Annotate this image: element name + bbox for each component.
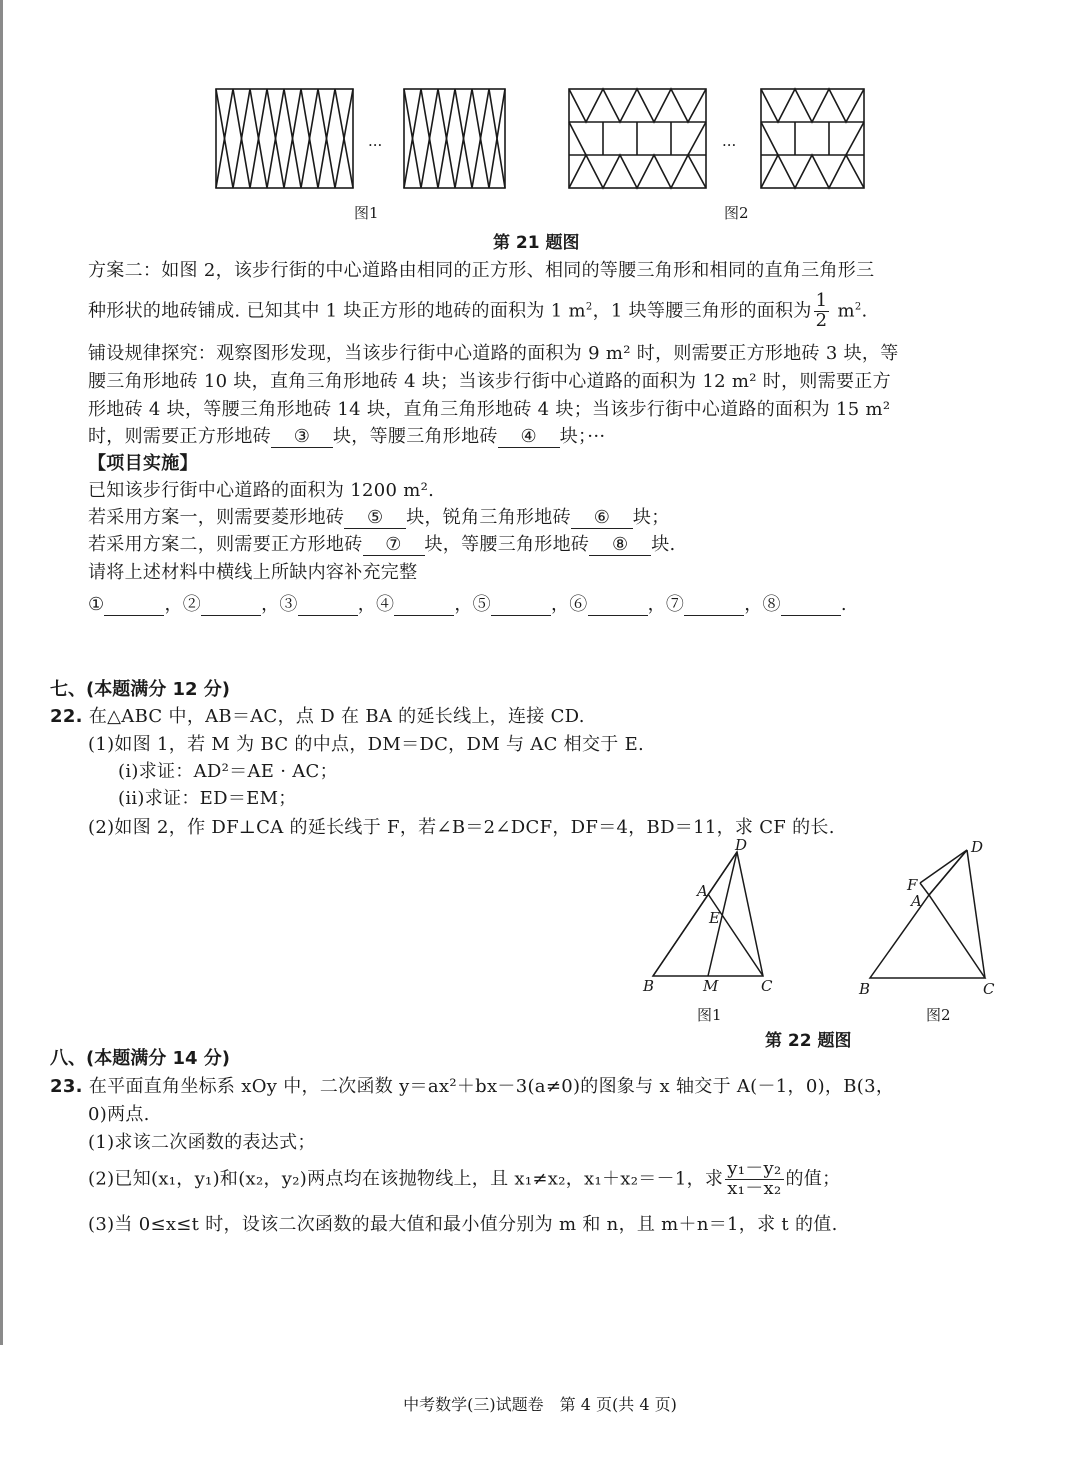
sep: ， (164, 594, 183, 615)
q22-part2: (2)如图 2，作 DF⊥CA 的延长线于 F，若∠B＝2∠DCF，DF＝4，BD＝11，求 CF 的长. (88, 817, 835, 838)
blank-3[interactable]: ③ (271, 426, 333, 448)
fig21-ellipsis-1: ··· (368, 136, 383, 154)
fig22-1-label-C: C (761, 977, 773, 995)
blank-7[interactable]: ⑦ (363, 534, 425, 556)
plan2-line-6c: 块；··· (559, 426, 606, 447)
plan2-line-2a: 种形状的地砖铺成. 已知其中 1 块正方形的地砖的面积为 1 m (88, 300, 586, 322)
implement-line-2b: 块，锐角三角形地砖 (406, 507, 571, 528)
q23-stem-text-1: 在平面直角坐标系 xOy 中，二次函数 y＝ax²＋bx－3(a≠0)的图象与 x 轴交于 A(－1，0)，B(3， (88, 1076, 895, 1097)
implement-line-3c: 块. (651, 534, 676, 555)
q23-frac-num: y₁－y₂ (727, 1158, 782, 1179)
blank-6[interactable]: ⑥ (571, 507, 633, 529)
q23-part2 (88, 1160, 840, 1199)
answer-1-label: ① (88, 594, 105, 615)
fraction-half (814, 292, 830, 331)
fig22-label-1: 图1 (697, 1006, 722, 1024)
q23-stem-2: 0)两点. (88, 1104, 150, 1125)
answer-3-field[interactable] (298, 594, 358, 616)
implement-line-3b: 块，等腰三角形地砖 (424, 534, 590, 555)
fig22-2-label-D: D (971, 838, 984, 856)
answer-7-label: ⑦ (665, 594, 685, 615)
answer-2-label: ② (182, 594, 202, 615)
fig21-diagram-1b (403, 88, 507, 190)
plan2-line-3: 铺设规律探究：观察图形发现，当该步行街中心道路的面积为 9 m² 时，则需要正方形地砖 3 块，等 (88, 343, 899, 364)
sep: ， (261, 594, 280, 615)
page-footer: 中考数学(三)试题卷 第 4 页(共 4 页) (403, 1395, 677, 1414)
implement-line-2 (88, 503, 670, 529)
answer-6-field[interactable] (588, 594, 648, 616)
blank-8[interactable]: ⑧ (589, 534, 651, 556)
fig22-diagram-1 (635, 838, 795, 998)
answer-4-label: ④ (376, 594, 395, 615)
q22-stem-text: 在△ABC 中，AB＝AC，点 D 在 BA 的延长线上，连接 CD. (88, 706, 585, 727)
frac-num: 1 (815, 290, 828, 311)
answer-4-field[interactable] (394, 594, 454, 616)
q22-number: 22. (50, 706, 83, 727)
q23-frac-den: x₁－x₂ (727, 1177, 782, 1199)
q22-part1-i: (i)求证：AD²＝AE · AC； (118, 761, 338, 782)
blank-5[interactable]: ⑤ (344, 507, 406, 529)
plan2-line-6 (88, 422, 605, 448)
q23-fraction (725, 1160, 783, 1199)
answer-2-field[interactable] (201, 594, 261, 616)
fig22-label-2: 图2 (926, 1006, 951, 1024)
q23-number: 23. (50, 1076, 83, 1097)
q22-part1-ii: (ii)求证：ED＝EM； (118, 788, 297, 809)
implement-line-2a: 若采用方案一，则需要菱形地砖 (88, 507, 345, 528)
fig21-label-2: 图2 (724, 204, 749, 222)
answer-5-field[interactable] (491, 594, 551, 616)
plan2-line-4: 腰三角形地砖 10 块，直角三角形地砖 4 块；当该步行街中心道路的面积为 12 m² 时，则需要正方 (88, 371, 891, 392)
frac-den: 2 (815, 309, 828, 331)
fig22-2-label-F: F (907, 876, 918, 894)
sep: ， (744, 594, 763, 615)
implement-heading: 【项目实施】 (88, 453, 198, 474)
blank-4[interactable]: ④ (498, 426, 560, 448)
answer-7-field[interactable] (684, 594, 744, 616)
q23-part1: (1)求该二次函数的表达式； (88, 1132, 316, 1153)
q23-part3: (3)当 0≤x≤t 时，设该二次函数的最大值和最小值分别为 m 和 n，且 m＋n＝1，求 t 的值. (88, 1214, 838, 1235)
fig22-1-label-B: B (643, 977, 655, 995)
q22-part1: (1)如图 1，若 M 为 BC 的中点，DM＝DC，DM 与 AC 相交于 E. (88, 734, 645, 755)
fig22-1-label-A: A (697, 882, 708, 900)
plan2-line-5: 形地砖 4 块，等腰三角形地砖 14 块，直角三角形地砖 4 块；当该步行街中心道路的面积为 15 m² (88, 399, 891, 420)
page-margin-rule (0, 0, 3, 1345)
plan2-line-6b: 块，等腰三角形地砖 (333, 426, 498, 447)
fig21-diagram-2a (568, 88, 708, 190)
fig22-1-label-M: M (703, 977, 719, 995)
fig21-diagram-1a (215, 88, 355, 190)
q23-stem-1 (50, 1072, 894, 1098)
plan2-line-2: 种形状的地砖铺成. 已知其中 1 块正方形的地砖的面积为 1 $m^2$，1 块等腰三角形的面积为 $\frac{1}{2}$ $m^2$. (88, 290, 868, 331)
sep: ， (454, 594, 473, 615)
fig21-label-1: 图1 (354, 204, 379, 222)
q23-part2-end: 的值； (785, 1168, 841, 1190)
answer-8-field[interactable] (781, 594, 841, 616)
fig22-2-label-B: B (859, 980, 871, 998)
sep: ， (647, 594, 666, 615)
q22-stem (50, 702, 585, 728)
plan2-line-6a: 时，则需要正方形地砖 (88, 426, 271, 447)
fig21-ellipsis-2: ··· (722, 136, 737, 154)
answer-6-label: ⑥ (569, 594, 588, 615)
answer-5-label: ⑤ (472, 594, 491, 615)
fig21-diagram-2b (760, 88, 866, 190)
fig22-title: 第 22 题图 (765, 1031, 852, 1051)
section-8-heading: 八、(本题满分 14 分) (50, 1048, 231, 1069)
plan2-line-1: 方案二：如图 2，该步行街的中心道路由相同的正方形、相同的等腰三角形和相同的直角三角形三 (88, 260, 875, 281)
fig22-2-label-A: A (911, 892, 922, 910)
fig21-title: 第 21 题图 (493, 233, 580, 253)
end: . (840, 594, 847, 615)
sep: ， (357, 594, 376, 615)
implement-line-3a: 若采用方案二，则需要正方形地砖 (88, 534, 363, 555)
section-7-heading: 七、(本题满分 12 分) (50, 679, 231, 700)
plan2-line-2b: ，1 块等腰三角形的面积为 (592, 300, 812, 322)
fig22-1-label-E: E (709, 909, 720, 927)
answer-3-label: ③ (279, 594, 298, 615)
fig22-diagram-2 (855, 838, 1005, 998)
implement-line-2c: 块； (632, 507, 670, 528)
fig22-2-label-C: C (983, 980, 995, 998)
sep: ， (550, 594, 570, 615)
implement-line-1: 已知该步行街中心道路的面积为 1200 m². (88, 480, 435, 501)
implement-line-3 (88, 530, 676, 556)
implement-line-4: 请将上述材料中横线上所缺内容补充完整 (88, 562, 418, 583)
answer-line (88, 590, 847, 616)
q23-part2-text: (2)已知(x₁，y₁)和(x₂，y₂)两点均在该抛物线上，且 x₁≠x₂，x₁＋x₂＝－1，求 (88, 1168, 724, 1190)
answer-1-field[interactable] (104, 594, 164, 616)
plan2-line-2c: m (837, 300, 855, 322)
answer-8-label: ⑧ (762, 594, 781, 615)
fig22-1-label-D: D (735, 836, 748, 854)
